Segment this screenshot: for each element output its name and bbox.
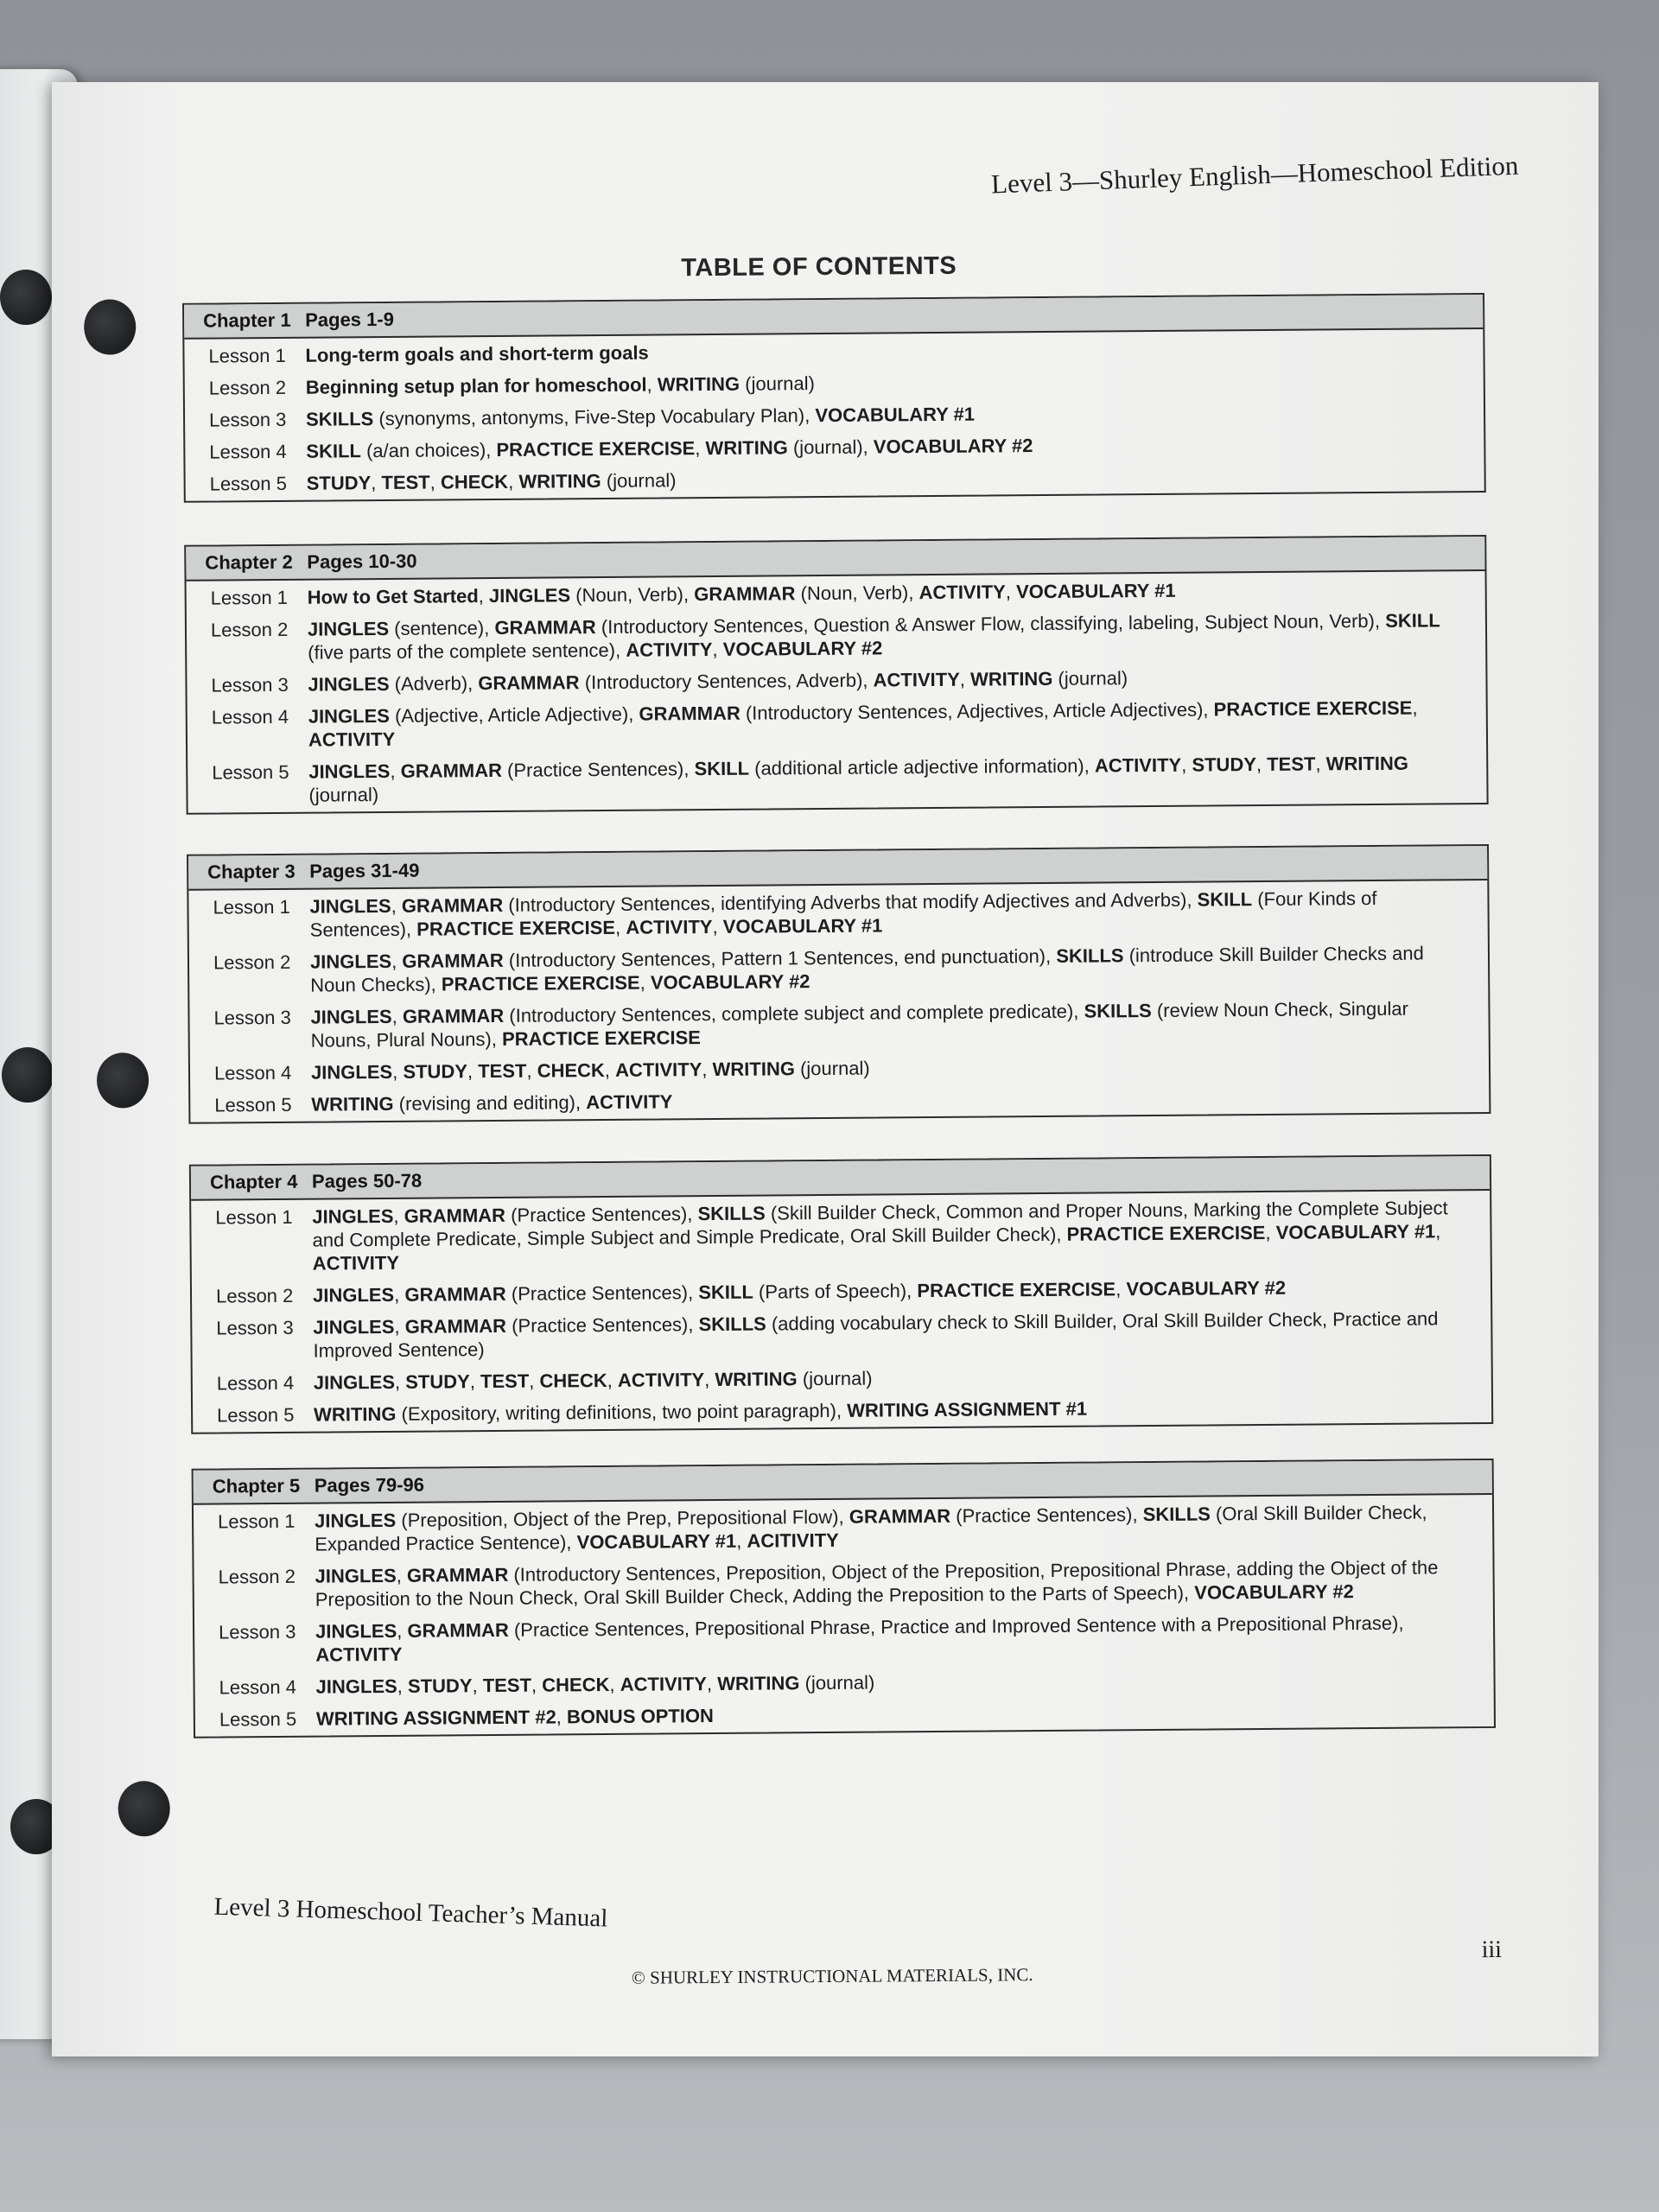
chapter-box xyxy=(184,535,1488,815)
lesson-description xyxy=(313,1306,1491,1363)
lesson-keyword: GRAMMAR xyxy=(494,616,596,639)
lesson-detail: (Practice Sentences), xyxy=(505,1313,699,1337)
lesson-keyword: TEST xyxy=(482,1674,532,1697)
lesson-detail: , xyxy=(371,472,382,494)
lesson-detail: , xyxy=(736,1529,747,1552)
lesson-detail: , xyxy=(508,470,519,493)
lesson-description xyxy=(313,1274,1491,1307)
lesson-description xyxy=(308,664,1485,696)
lesson-label: Lesson 4 xyxy=(213,1061,292,1084)
chapter-label: Chapter 5 xyxy=(212,1474,301,1497)
lesson-detail: , xyxy=(392,1060,404,1083)
lesson-keyword: JINGLES xyxy=(310,1005,392,1028)
lesson-keyword: BONUS OPTION xyxy=(566,1705,714,1728)
lesson-label: Lesson 5 xyxy=(212,760,289,784)
lesson-detail: (journal) xyxy=(601,469,677,493)
lesson-keyword: PRACTICE EXERCISE xyxy=(496,437,696,461)
lesson-description xyxy=(314,1394,1491,1427)
lesson-keyword: CHECK xyxy=(539,1369,607,1392)
lesson-keyword: WRITING xyxy=(518,470,601,493)
lesson-detail: (journal), xyxy=(787,435,874,459)
lesson-label: Lesson 2 xyxy=(213,950,291,974)
lesson-detail: , xyxy=(529,1370,540,1392)
lesson-detail: , xyxy=(397,1619,408,1642)
lesson-description xyxy=(306,366,1484,399)
lesson-row xyxy=(192,1306,1491,1363)
lesson-detail: (Introductory Sentences, Pattern 1 Sentences, end punctuation), xyxy=(503,944,1057,971)
lesson-keyword: SKILLS xyxy=(698,1313,766,1336)
lesson-row xyxy=(188,696,1486,753)
lesson-detail: (Noun, Verb), xyxy=(569,583,695,607)
lesson-keyword: WRITING xyxy=(311,1092,394,1116)
lesson-detail: , xyxy=(391,1005,403,1027)
lesson-detail: , xyxy=(390,760,401,782)
lesson-keyword: STUDY xyxy=(403,1060,468,1083)
lesson-label: Lesson 3 xyxy=(211,673,289,696)
lesson-detail: , xyxy=(394,1370,406,1393)
lesson-row xyxy=(192,1274,1491,1308)
lesson-keyword: CHECK xyxy=(542,1673,610,1696)
lesson-detail: (synonyms, antonyms, Five-Step Vocabulary Plan), xyxy=(373,404,816,430)
lesson-label: Lesson 1 xyxy=(213,895,290,918)
lesson-detail: , xyxy=(1181,753,1192,776)
lesson-label: Lesson 2 xyxy=(215,1284,294,1307)
lesson-detail: (introduce Skill Builder Checks and Noun Checks), xyxy=(310,942,1424,996)
lesson-keyword: GRAMMAR xyxy=(401,893,504,917)
lesson-keyword: PRACTICE EXERCISE xyxy=(917,1278,1116,1302)
lesson-detail: (Preposition, Object of the Prep, Prepositional Flow), xyxy=(396,1505,849,1531)
lesson-description xyxy=(311,1084,1489,1116)
lesson-keyword: WRITING xyxy=(657,372,741,396)
lesson-detail: , xyxy=(702,1058,713,1081)
lesson-keyword: WRITING xyxy=(1325,752,1409,775)
lesson-keyword: VOCABULARY #1 xyxy=(576,1529,737,1554)
lesson-keyword: GRAMMAR xyxy=(402,949,504,972)
lesson-detail: , xyxy=(712,915,723,938)
lesson-detail: (review Noun Check, Singular Nouns, Plural Nouns), xyxy=(310,997,1409,1052)
binder-hole-bottom xyxy=(118,1781,170,1836)
lesson-list xyxy=(184,329,1484,501)
lesson-keyword: VOCABULARY #2 xyxy=(1126,1276,1287,1300)
lesson-detail: , xyxy=(695,437,706,460)
lesson-keyword: CHECK xyxy=(537,1059,605,1082)
lesson-detail: , xyxy=(959,668,971,690)
lesson-row xyxy=(193,1362,1491,1395)
page-content xyxy=(44,76,1606,2063)
lesson-keyword: JINGLES xyxy=(309,950,392,973)
lesson-detail: , xyxy=(1116,1278,1127,1300)
lesson-keyword: VOCABULARY #1 xyxy=(1015,579,1176,603)
lesson-detail: (Practice Sentences), xyxy=(950,1503,1143,1527)
lesson-detail: (journal) xyxy=(308,784,379,806)
lesson-keyword: ACTIVITY xyxy=(615,1058,702,1081)
lesson-detail: (Expository, writing definitions, two point paragraph), xyxy=(396,1399,848,1425)
page-number: iii xyxy=(1481,1936,1503,1964)
lesson-keyword: JINGLES xyxy=(488,584,571,607)
lesson-keyword: SKILLS xyxy=(697,1202,766,1225)
lesson-keyword: JINGLES xyxy=(308,760,391,783)
lesson-row xyxy=(185,366,1484,400)
lesson-description xyxy=(314,1362,1491,1395)
lesson-detail: (journal) xyxy=(797,1367,873,1390)
lesson-keyword: GRAMMAR xyxy=(407,1618,509,1642)
lesson-keyword: How to Get Started xyxy=(307,585,479,608)
lesson-keyword: TEST xyxy=(1267,753,1316,775)
lesson-keyword: JINGLES xyxy=(315,1619,397,1643)
lesson-detail: (a/an choices), xyxy=(360,438,497,462)
lesson-keyword: WRITING xyxy=(314,1402,397,1426)
chapter-label: Chapter 1 xyxy=(203,308,291,332)
lesson-keyword: ACTIVITY xyxy=(1094,753,1182,777)
chapter-label: Chapter 2 xyxy=(205,550,293,574)
lesson-keyword: SKILLS xyxy=(1084,1000,1152,1022)
lesson-description xyxy=(306,398,1484,431)
lesson-detail: (Introductory Sentences, Adjectives, Article Adjectives), xyxy=(740,698,1214,724)
lesson-keyword: JINGLES xyxy=(312,1283,395,1306)
lesson-keyword: SKILL xyxy=(694,757,750,780)
lesson-keyword: JINGLES xyxy=(307,617,390,640)
lesson-detail: (Skill Builder Check, Common and Proper Nouns, Marking the Complete Subject and Complete Predicate, Simple Subject and Simple Predicate, Oral Skill Builder Check), xyxy=(312,1197,1448,1251)
chapter-label: Chapter 4 xyxy=(209,1170,298,1193)
lesson-detail: (revising and editing), xyxy=(393,1091,587,1115)
lesson-detail: , xyxy=(391,894,402,917)
binder-hole-left-top xyxy=(0,270,52,325)
lesson-keyword: SKILLS xyxy=(1142,1503,1211,1526)
lesson-keyword: WRITING ASSIGNMENT #1 xyxy=(847,1397,1088,1421)
lesson-row xyxy=(188,751,1486,808)
lesson-detail: (journal) xyxy=(794,1057,870,1080)
lesson-detail: , xyxy=(1315,753,1326,775)
lesson-keyword: SKILL xyxy=(306,440,362,462)
lesson-detail: (Adverb), xyxy=(389,672,479,695)
lesson-detail: , xyxy=(704,1369,715,1391)
manual-title: Level 3 Homeschool Teacher’s Manual xyxy=(213,1892,608,1933)
lesson-row xyxy=(193,1394,1491,1427)
lesson-detail: , xyxy=(646,373,658,396)
binder-hole-middle xyxy=(97,1052,149,1108)
lesson-detail: (Parts of Speech), xyxy=(753,1280,918,1303)
lesson-detail: , xyxy=(556,1706,568,1728)
lesson-row xyxy=(190,1084,1489,1117)
lesson-detail: , xyxy=(609,1673,620,1695)
lesson-detail: , xyxy=(396,1564,408,1586)
lesson-detail: , xyxy=(526,1059,537,1082)
lesson-detail: , xyxy=(397,1675,409,1697)
lesson-list xyxy=(194,1495,1494,1737)
lesson-detail: , xyxy=(472,1675,483,1697)
lesson-keyword: VOCABULARY #1 xyxy=(815,403,976,427)
lesson-description xyxy=(307,462,1484,495)
lesson-keyword: SKILL xyxy=(1197,888,1253,911)
lesson-detail: , xyxy=(1435,1220,1441,1243)
chapter-pages: Pages 79-96 xyxy=(314,1473,425,1497)
lesson-keyword: JINGLES xyxy=(314,1509,397,1532)
lesson-keyword: GRAMMAR xyxy=(404,1282,506,1306)
lesson-keyword: JINGLES xyxy=(309,894,391,918)
lesson-detail: (Practice Sentences), xyxy=(505,1281,699,1305)
lesson-keyword: ACTIVITY xyxy=(617,1369,705,1391)
lesson-keyword: ACTIVITY xyxy=(586,1090,673,1114)
lesson-description xyxy=(316,1698,1494,1731)
lesson-keyword: ACTIVITY xyxy=(626,639,713,661)
lesson-row xyxy=(194,1611,1493,1668)
lesson-description xyxy=(308,576,1485,609)
lesson-description xyxy=(312,1196,1491,1275)
lesson-keyword: ACTIVITY xyxy=(308,728,396,751)
lesson-keyword: TEST xyxy=(381,471,430,494)
chapter-pages: Pages 50-78 xyxy=(311,1169,423,1192)
page-title: TABLE OF CONTENTS xyxy=(681,251,957,283)
chapter-pages: Pages 1-9 xyxy=(305,308,394,331)
lesson-description xyxy=(308,696,1486,752)
lesson-keyword: TEST xyxy=(478,1059,527,1083)
lesson-detail: , xyxy=(1265,1221,1276,1244)
lesson-description xyxy=(315,1666,1493,1699)
lesson-detail: (adding vocabulary check to Skill Builder, Oral Skill Builder Check, Practice and Improved Sentence) xyxy=(313,1307,1439,1362)
lesson-keyword: SKILL xyxy=(1385,609,1440,632)
lesson-detail: , xyxy=(478,585,490,607)
lesson-label: Lesson 2 xyxy=(210,618,289,641)
lesson-detail: , xyxy=(469,1370,481,1393)
lesson-keyword: JINGLES xyxy=(308,672,390,696)
chapter-pages: Pages 31-49 xyxy=(309,859,420,882)
lesson-keyword: VOCABULARY #2 xyxy=(873,435,1033,458)
lesson-detail: , xyxy=(394,1283,405,1306)
lesson-label: Lesson 3 xyxy=(218,1620,296,1643)
lesson-row xyxy=(195,1698,1494,1732)
lesson-detail: (journal) xyxy=(799,1671,875,1694)
binder-hole-left-middle xyxy=(2,1047,54,1103)
lesson-keyword: GRAMMAR xyxy=(478,671,580,695)
lesson-keyword: WRITING xyxy=(712,1058,795,1081)
lesson-keyword: WRITING xyxy=(717,1672,800,1695)
lesson-keyword: PRACTICE EXERCISE xyxy=(501,1027,701,1050)
lesson-detail: , xyxy=(391,950,403,972)
lesson-keyword: GRAMMAR xyxy=(402,1004,505,1027)
lesson-detail: , xyxy=(531,1674,543,1696)
lesson-description xyxy=(309,886,1487,942)
lesson-detail: (Introductory Sentences, complete subject and complete predicate), xyxy=(504,1000,1084,1027)
lesson-keyword: ACITIVITY xyxy=(747,1529,839,1552)
chapter-box xyxy=(182,293,1486,503)
lesson-detail: (Introductory Sentences, Question & Answer Flow, classifying, labeling, Subject Noun, Verb), xyxy=(595,609,1386,639)
lesson-keyword: WRITING xyxy=(969,667,1053,690)
lesson-keyword: JINGLES xyxy=(313,1315,395,1338)
lesson-detail: (Practice Sentences, Prepositional Phrase, Practice and Improved Sentence with a Prepositional Phrase), xyxy=(508,1611,1404,1641)
lesson-detail: (sentence), xyxy=(389,616,495,639)
lesson-detail: , xyxy=(639,971,651,994)
lesson-keyword: GRAMMAR xyxy=(694,582,796,606)
lesson-detail: , xyxy=(604,1058,616,1082)
lesson-keyword: SKILLS xyxy=(1056,944,1124,967)
binder-hole-top xyxy=(84,299,137,354)
lesson-detail: (Oral Skill Builder Check, Expanded Practice Sentence), xyxy=(315,1501,1427,1555)
lesson-label: Lesson 1 xyxy=(210,586,289,609)
lesson-keyword: ACTIVITY xyxy=(312,1251,400,1274)
lesson-keyword: VOCABULARY #2 xyxy=(650,970,810,994)
document-page xyxy=(52,82,1599,2056)
lesson-keyword: VOCABULARY #2 xyxy=(722,637,883,660)
lesson-label: Lesson 5 xyxy=(209,472,288,495)
lesson-keyword: STUDY xyxy=(1192,753,1257,776)
chapter-pages: Pages 10-30 xyxy=(307,550,417,573)
lesson-keyword: Long-term goals and short-term goals xyxy=(305,341,649,366)
lesson-detail: , xyxy=(429,471,442,493)
lesson-keyword: ACTIVITY xyxy=(620,1673,708,1695)
lesson-keyword: STUDY xyxy=(306,472,372,494)
lesson-keyword: ACTIVITY xyxy=(873,668,960,691)
lesson-description xyxy=(308,608,1485,664)
lesson-detail: (journal) xyxy=(1052,667,1128,690)
lesson-label: Lesson 5 xyxy=(217,1403,295,1427)
lesson-label: Lesson 2 xyxy=(218,1565,296,1588)
lesson-detail: (Practice Sentences), xyxy=(501,758,695,781)
lesson-row xyxy=(187,576,1485,610)
running-head: Level 3—Shurley English—Homeschool Edition xyxy=(990,149,1519,200)
lesson-keyword: VOCABULARY #1 xyxy=(1275,1220,1436,1243)
lesson-keyword: ACTIVITY xyxy=(315,1643,403,1666)
chapter-label: Chapter 3 xyxy=(207,860,296,883)
lesson-keyword: TEST xyxy=(480,1370,530,1393)
lesson-keyword: WRITING xyxy=(715,1368,798,1391)
lesson-detail: , xyxy=(467,1060,479,1083)
lesson-label: Lesson 1 xyxy=(217,1510,296,1533)
lesson-row xyxy=(187,664,1485,697)
lesson-row xyxy=(194,1555,1492,1612)
lesson-description xyxy=(310,941,1488,997)
lesson-keyword: VOCABULARY #2 xyxy=(1194,1580,1354,1604)
lesson-detail: , xyxy=(712,638,723,661)
lesson-description xyxy=(315,1555,1492,1611)
lesson-detail: , xyxy=(1005,581,1017,603)
lesson-list xyxy=(188,880,1489,1122)
lesson-keyword: SKILL xyxy=(698,1281,753,1304)
chapter-box xyxy=(187,844,1491,1124)
lesson-description xyxy=(306,430,1484,463)
chapter-box xyxy=(189,1154,1493,1434)
lesson-keyword: GRAMMAR xyxy=(639,702,741,725)
lesson-row xyxy=(194,1500,1492,1557)
lesson-keyword: GRAMMAR xyxy=(849,1504,951,1528)
lesson-detail: (additional article adjective information), xyxy=(748,754,1096,779)
lesson-row xyxy=(189,996,1488,1053)
lesson-row xyxy=(186,462,1484,496)
lesson-description xyxy=(315,1500,1492,1556)
lesson-detail: (Adjective, Article Adjective), xyxy=(389,702,639,727)
lesson-keyword: SKILLS xyxy=(305,408,374,430)
lesson-label: Lesson 1 xyxy=(215,1205,293,1229)
lesson-keyword: WRITING xyxy=(705,436,788,460)
lesson-label: Lesson 1 xyxy=(208,344,286,367)
lesson-description xyxy=(311,1052,1489,1084)
lesson-label: Lesson 4 xyxy=(209,440,287,463)
lesson-detail: (Practice Sentences), xyxy=(505,1203,698,1226)
lesson-detail: , xyxy=(706,1673,718,1695)
lesson-row xyxy=(185,398,1484,432)
lesson-keyword: GRAMMAR xyxy=(400,759,503,782)
lesson-keyword: STUDY xyxy=(405,1370,470,1393)
lesson-keyword: PRACTICE EXERCISE xyxy=(441,971,640,995)
lesson-row xyxy=(184,334,1483,368)
lesson-keyword: ACTIVITY xyxy=(626,916,713,938)
lesson-keyword: JINGLES xyxy=(310,1060,393,1084)
lesson-description xyxy=(305,334,1483,367)
lesson-row xyxy=(191,1196,1491,1276)
lesson-label: Lesson 2 xyxy=(208,376,287,399)
lesson-detail: , xyxy=(393,1205,404,1227)
lesson-row xyxy=(185,430,1484,464)
lesson-label: Lesson 4 xyxy=(216,1371,295,1395)
lesson-keyword: JINGLES xyxy=(312,1205,394,1228)
lesson-keyword: CHECK xyxy=(440,470,509,493)
lesson-detail: (Introductory Sentences, Adverb), xyxy=(579,669,874,694)
lesson-keyword: PRACTICE EXERCISE xyxy=(1066,1222,1266,1245)
lesson-row xyxy=(187,608,1485,665)
lesson-keyword: GRAMMAR xyxy=(404,1314,507,1338)
lesson-list xyxy=(191,1191,1491,1433)
chapter-box xyxy=(192,1459,1496,1738)
lesson-keyword: PRACTICE EXERCISE xyxy=(1213,696,1413,721)
lesson-keyword: STUDY xyxy=(407,1675,473,1697)
lesson-description xyxy=(310,996,1488,1052)
lesson-keyword: JINGLES xyxy=(313,1370,396,1394)
lesson-detail: , xyxy=(614,916,626,938)
lesson-keyword: VOCABULARY #1 xyxy=(722,914,883,938)
lesson-keyword: PRACTICE EXERCISE xyxy=(416,916,616,940)
lesson-row xyxy=(190,1052,1489,1085)
lesson-keyword: ACTIVITY xyxy=(918,581,1006,604)
lesson-row xyxy=(194,1666,1493,1700)
lesson-keyword: WRITING ASSIGNMENT #2 xyxy=(315,1706,556,1730)
lesson-list xyxy=(187,571,1487,813)
lesson-label: Lesson 5 xyxy=(214,1093,292,1116)
lesson-detail: , xyxy=(1412,696,1418,719)
lesson-keyword: JINGLES xyxy=(315,1564,397,1587)
lesson-description xyxy=(308,751,1486,807)
lesson-row xyxy=(189,941,1488,998)
lesson-detail: , xyxy=(607,1369,619,1391)
lesson-keyword: JINGLES xyxy=(315,1675,397,1698)
lesson-label: Lesson 5 xyxy=(219,1707,297,1731)
lesson-detail: , xyxy=(394,1315,405,1338)
lesson-detail: , xyxy=(1255,753,1268,776)
lesson-label: Lesson 4 xyxy=(219,1675,296,1699)
lesson-keyword: GRAMMAR xyxy=(406,1563,509,1586)
lesson-keyword: Beginning setup plan for homeschool xyxy=(305,373,647,398)
copyright-line: © SHURLEY INSTRUCTIONAL MATERIALS, INC. xyxy=(631,1964,1033,1988)
lesson-label: Lesson 3 xyxy=(208,408,287,431)
lesson-detail: (Noun, Verb), xyxy=(795,582,919,605)
lesson-detail: (Four Kinds of Sentences), xyxy=(309,887,1377,941)
lesson-description xyxy=(315,1611,1493,1667)
lesson-label: Lesson 3 xyxy=(216,1316,294,1339)
lesson-keyword: JINGLES xyxy=(308,704,391,728)
lesson-detail: (journal) xyxy=(740,372,816,395)
lesson-label: Lesson 4 xyxy=(211,705,289,728)
lesson-keyword: GRAMMAR xyxy=(404,1204,506,1227)
lesson-label: Lesson 3 xyxy=(213,1006,291,1029)
lesson-row xyxy=(188,886,1487,943)
lesson-detail: (Introductory Sentences, Preposition, Object of the Preposition, Prepositional Phrase, adding the Object of the Preposition to the Noun Check, Oral Skill Builder Check, Adding the Preposition to the Parts of Speech), xyxy=(315,1556,1439,1611)
lesson-detail: (five parts of the complete sentence), xyxy=(308,639,626,664)
lesson-detail: (Introductory Sentences, identifying Adverbs that modify Adjectives and Adverbs), xyxy=(503,888,1198,916)
